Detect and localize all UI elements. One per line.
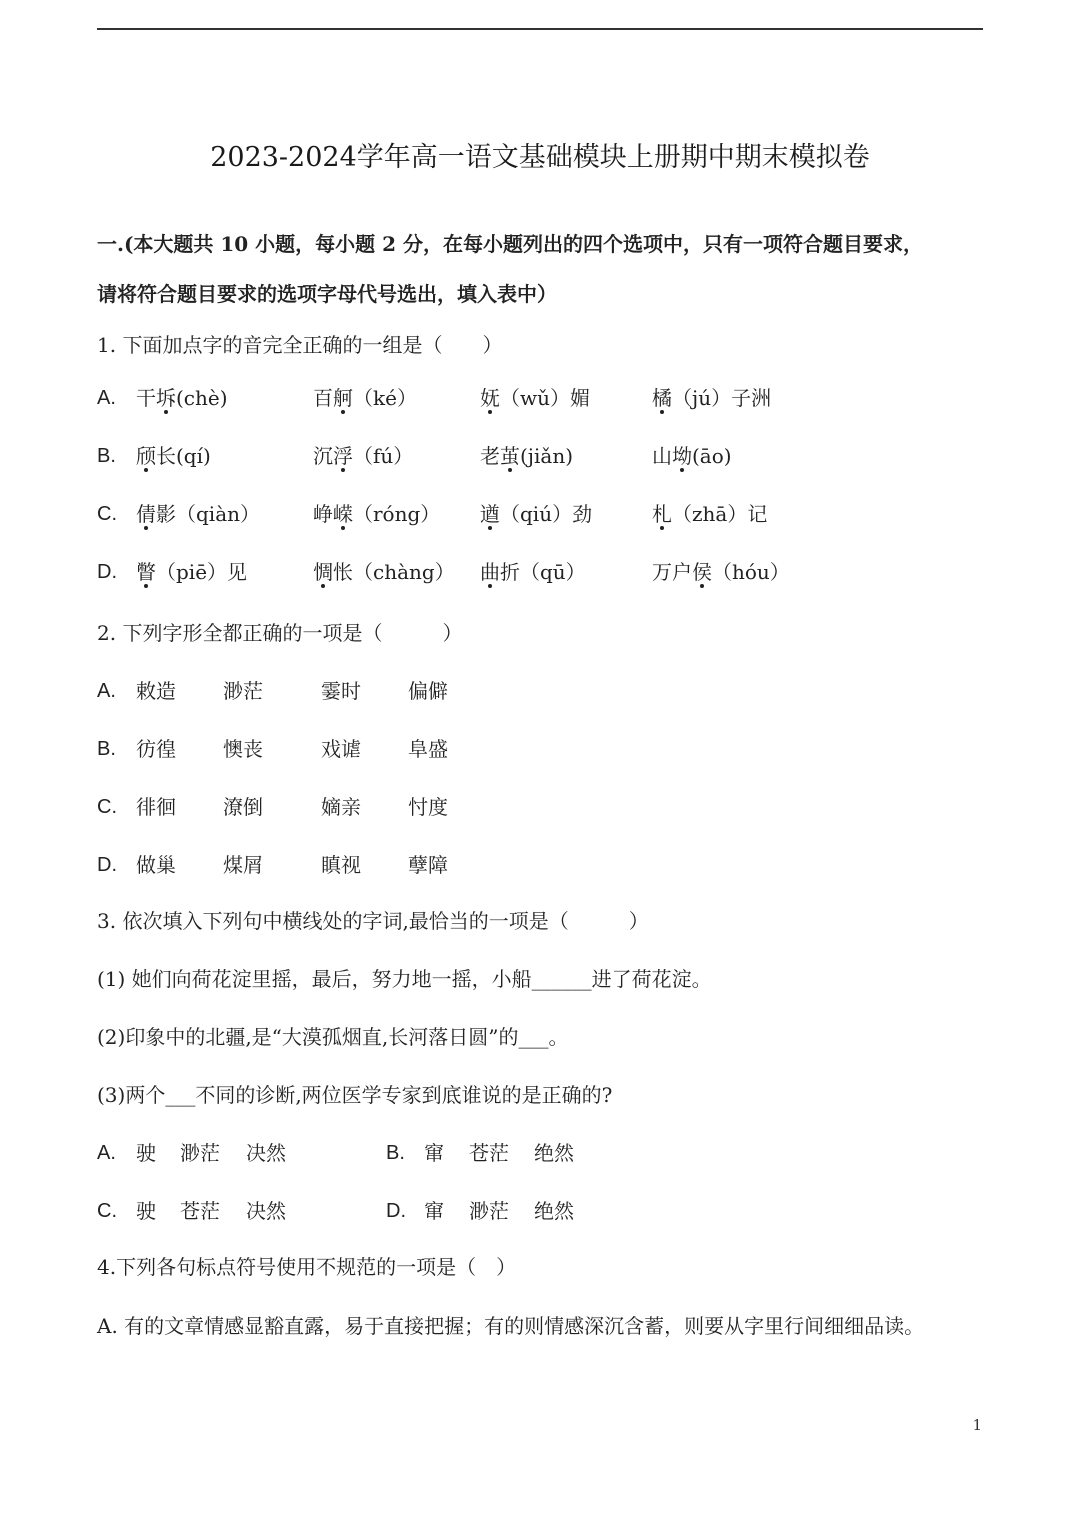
dotted-character: 倩 (136, 502, 156, 526)
q1-option-item (136, 441, 211, 471)
dotted-character: 茧 (500, 444, 520, 468)
q3-option-word: 驶 (136, 1199, 156, 1223)
q3-option-word: 渺茫 (469, 1199, 509, 1223)
q2-option-word: 渺茫 (223, 679, 263, 703)
q3-sentence-3: (3)两个___不同的诊断,两位医学专家到底谁说的是正确的? (97, 1083, 613, 1107)
q1-option-item (136, 499, 260, 529)
q2-option-word: 徘徊 (136, 795, 176, 819)
pinyin-text: （qiú）劲 (500, 502, 593, 526)
q4-option-a: A. 有的文章情感显豁直露，易于直接把握；有的则情感深沉含蓄，则要从字里行间细细品读。 (97, 1314, 925, 1338)
dotted-character: 浮 (333, 444, 353, 468)
dotted-character: 坼 (156, 386, 176, 410)
pinyin-text: (āo) (692, 444, 732, 468)
q3-option-word: 渺茫 (180, 1141, 220, 1165)
section-instruction-line1: 一.(本大题共 10 小题，每小题 2 分，在每小题列出的四个选项中，只有一项符合题目要求， (97, 232, 924, 256)
pinyin-text: (chè) (176, 386, 228, 410)
q1-stem: 1. 下面加点字的音完全正确的一组是（ ） (97, 333, 503, 357)
item-text: 峥 (313, 502, 333, 526)
q1-option-label: C. (97, 503, 117, 525)
q1-option-item (652, 441, 732, 471)
q1-option-item (480, 441, 573, 471)
pinyin-text: （fú） (353, 444, 414, 468)
dotted-character: 遒 (480, 502, 500, 526)
q1-option-label: B. (97, 445, 116, 467)
q1-option-item (480, 557, 586, 587)
q1-option-item (652, 557, 790, 587)
q2-option-word: 忖度 (408, 795, 448, 819)
q2-option-word: 敕造 (136, 679, 176, 703)
item-text: 万户 (652, 560, 692, 584)
q2-option-word: 懊丧 (223, 737, 263, 761)
q1-option-item (313, 441, 413, 471)
q2-option-word: 潦倒 (223, 795, 263, 819)
item-text: 干 (136, 386, 156, 410)
q3-option-word: 苍茫 (469, 1141, 509, 1165)
q1-option-label: A. (97, 387, 116, 409)
q3-option-word: 绝然 (534, 1141, 574, 1165)
header-rule (97, 28, 983, 30)
pinyin-text: （róng） (353, 502, 441, 526)
q2-option-label: D. (97, 854, 117, 876)
dotted-character: 惆 (313, 560, 333, 584)
q2-option-word: 阜盛 (408, 737, 448, 761)
q2-option-word: 彷徨 (136, 737, 176, 761)
q2-option-word: 偏僻 (408, 679, 448, 703)
item-text: 沉 (313, 444, 333, 468)
dotted-character: 妩 (480, 386, 500, 410)
q3-option-word: 驶 (136, 1141, 156, 1165)
page-number: 1 (972, 1416, 982, 1434)
q3-sentence-1: (1) 她们向荷花淀里摇，最后，努力地一摇，小船______进了荷花淀。 (97, 967, 712, 991)
pinyin-text: (jiǎn) (520, 444, 574, 468)
q3-option-word: 绝然 (534, 1199, 574, 1223)
q1-option-item (480, 383, 590, 413)
dotted-character: 瞥 (136, 560, 156, 584)
dotted-character: 颀 (136, 444, 156, 468)
pinyin-text: （hóu） (712, 560, 790, 584)
pinyin-text: 长(qí) (156, 444, 211, 468)
q1-option-item (136, 557, 247, 587)
q1-option-item (313, 499, 440, 529)
q3-option-word: 决然 (246, 1141, 286, 1165)
dotted-character: 嵘 (333, 502, 353, 526)
q1-option-item (313, 557, 455, 587)
q1-option-item (652, 499, 767, 529)
q2-stem: 2. 下列字形全都正确的一项是（ ） (97, 621, 463, 645)
pinyin-text: （zhā）记 (672, 502, 768, 526)
q3-option-word: 窜 (424, 1199, 444, 1223)
pinyin-text: （wǔ）媚 (500, 386, 590, 410)
pinyin-text: 折（qū） (500, 560, 586, 584)
q1-option-item (480, 499, 592, 529)
dotted-character: 舸 (333, 386, 353, 410)
q2-option-label: B. (97, 738, 116, 760)
q3-option-word: 苍茫 (180, 1199, 220, 1223)
pinyin-text: （piē）见 (156, 560, 248, 584)
q1-option-item (136, 383, 228, 413)
q1-option-item (652, 383, 771, 413)
pinyin-text: 影（qiàn） (156, 502, 261, 526)
q3-option-label: C. (97, 1200, 117, 1222)
q2-option-word: 霎时 (321, 679, 361, 703)
q2-option-word: 煤屑 (223, 853, 263, 877)
q1-option-label: D. (97, 561, 117, 583)
q2-option-word: 瞋视 (321, 853, 361, 877)
q2-option-word: 孽障 (408, 853, 448, 877)
q2-option-word: 做巢 (136, 853, 176, 877)
q2-option-label: A. (97, 680, 116, 702)
pinyin-text: 怅（chàng） (333, 560, 455, 584)
dotted-character: 坳 (672, 444, 692, 468)
dotted-character: 曲 (480, 560, 500, 584)
q1-option-item (313, 383, 417, 413)
item-text: 老 (480, 444, 500, 468)
q3-option-word: 决然 (246, 1199, 286, 1223)
q3-option-word: 窜 (424, 1141, 444, 1165)
section-instruction-line2: 请将符合题目要求的选项字母代号选出，填入表中） (97, 282, 557, 306)
q4-stem: 4.下列各句标点符号使用不规范的一项是（ ） (97, 1255, 517, 1279)
item-text: 山 (652, 444, 672, 468)
q2-option-word: 戏谑 (321, 737, 361, 761)
q3-option-label: A. (97, 1142, 116, 1164)
dotted-character: 侯 (692, 560, 712, 584)
q3-stem: 3. 依次填入下列句中横线处的字词,最恰当的一项是（ ） (97, 909, 649, 933)
pinyin-text: （ké） (353, 386, 417, 410)
q2-option-word: 嫡亲 (321, 795, 361, 819)
q3-sentence-2: (2)印象中的北疆,是“大漠孤烟直,长河落日圆”的___。 (97, 1025, 569, 1049)
dotted-character: 札 (652, 502, 672, 526)
q3-option-label: D. (386, 1200, 406, 1222)
exam-title: 2023-2024学年高一语文基础模块上册期中期末模拟卷 (210, 142, 870, 173)
dotted-character: 橘 (652, 386, 672, 410)
item-text: 百 (313, 386, 333, 410)
q3-option-label: B. (386, 1142, 405, 1164)
pinyin-text: （jú）子洲 (672, 386, 772, 410)
q2-option-label: C. (97, 796, 117, 818)
